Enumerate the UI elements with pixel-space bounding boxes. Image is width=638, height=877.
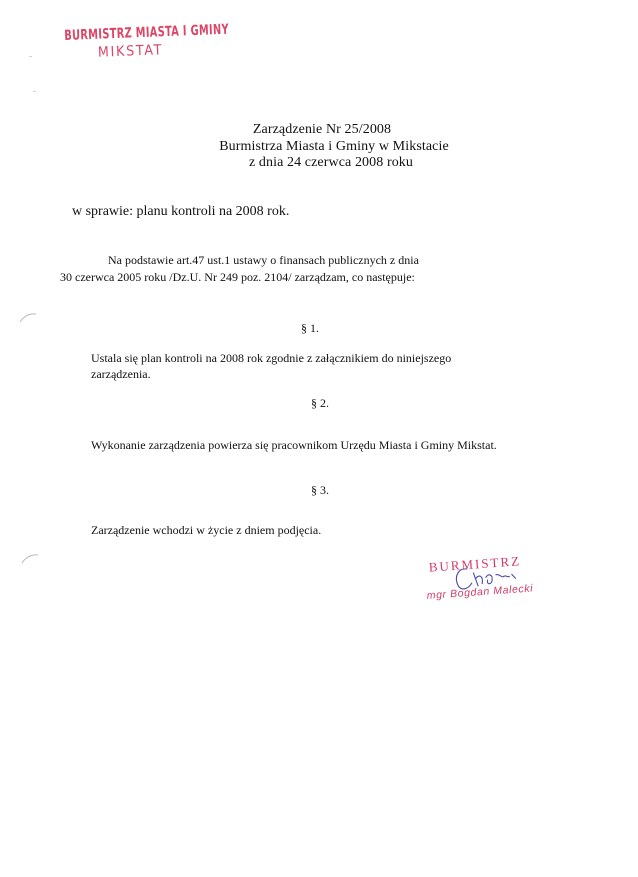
legal-basis-line: Na podstawie art.47 ust.1 ustawy o finansach publicznych z dnia — [108, 253, 419, 267]
document-issuer: Burmistrza Miasta i Gminy w Mikstacie — [219, 139, 449, 154]
legal-basis — [60, 252, 480, 285]
document-title: Zarządzenie Nr 25/2008 — [252, 122, 392, 137]
signature-stamp-name: mgr Bogdan Malecki — [426, 582, 534, 602]
section-mark-3: § 3. — [311, 483, 329, 497]
section-text-1: Ustala się plan kontroli na 2008 rok zgodnie z załącznikiem do niniejszego — [91, 351, 452, 365]
punch-mark-icon — [18, 312, 38, 324]
legal-basis-line: 30 czerwca 2005 roku /Dz.U. Nr 249 poz. 2104/ zarządzam, co następuje: — [60, 270, 415, 284]
document-date: z dnia 24 czerwca 2008 roku — [248, 155, 414, 170]
stamp-line-office: BURMISTRZ MIASTA I GMINY — [64, 21, 230, 44]
section-text-3: Zarządzenie wchodzi w życie z dniem podjęcia. — [91, 523, 322, 537]
document-subject: w sprawie: planu kontroli na 2008 rok. — [72, 204, 290, 219]
stamp-line-town: MIKSTAT — [97, 42, 164, 61]
institution-stamp — [64, 21, 235, 62]
section-mark-1: § 1. — [301, 321, 319, 335]
signature-stamp-title: BURMISTRZ — [428, 553, 522, 575]
punch-mark-icon — [20, 553, 40, 565]
dust-mark-icon — [32, 90, 38, 94]
section-text-1-continued: zarządzenia. — [91, 367, 151, 381]
section-text-2: Wykonanie zarządzenia powierza się pracownikom Urzędu Miasta i Gminy Mikstat. — [91, 438, 497, 452]
section-mark-2: § 2. — [311, 396, 329, 410]
dust-mark-icon — [28, 55, 34, 59]
mayor-signature-stamp — [424, 546, 579, 626]
